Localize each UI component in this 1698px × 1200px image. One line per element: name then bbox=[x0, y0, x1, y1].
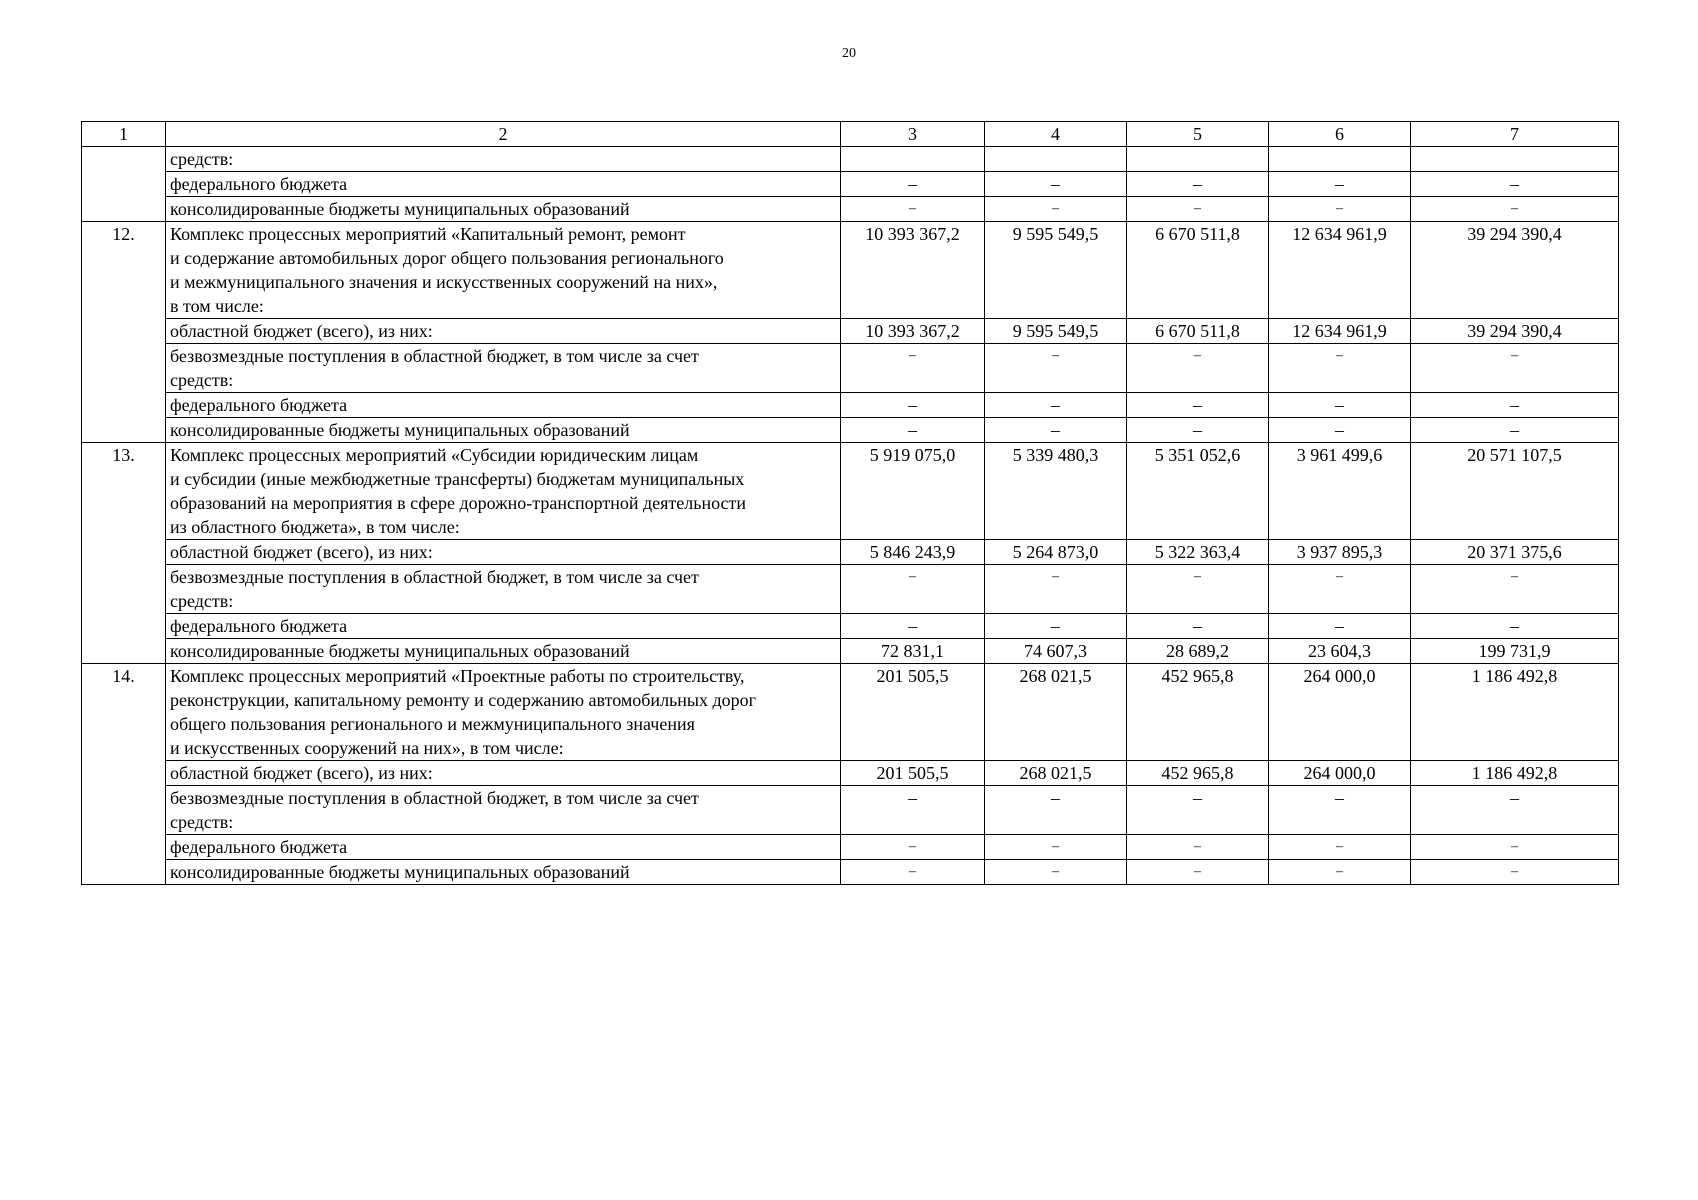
value-cell-col3: 10 393 367,2 bbox=[841, 319, 985, 344]
value-cell-col3: – bbox=[841, 860, 985, 885]
table-row bbox=[82, 443, 1619, 540]
value-cell-col7: – bbox=[1411, 197, 1619, 222]
value-cell-col7: 39 294 390,4 bbox=[1411, 222, 1619, 319]
table-row bbox=[82, 344, 1619, 393]
value-cell-col5: – bbox=[1127, 344, 1269, 393]
value-cell-col6: – bbox=[1269, 786, 1411, 835]
description-line: Комплекс процессных мероприятий «Капитальный ремонт, ремонт bbox=[170, 224, 686, 244]
value-cell-col3: – bbox=[841, 393, 985, 418]
description-cell bbox=[166, 443, 841, 540]
value-cell-col5 bbox=[1127, 147, 1269, 172]
value-cell-col6: – bbox=[1269, 614, 1411, 639]
description-line: консолидированные бюджеты муниципальных образований bbox=[170, 420, 630, 440]
description-line: и искусственных сооружений на них», в том числе: bbox=[170, 738, 564, 758]
header-cell-3: 3 bbox=[841, 122, 985, 147]
value-cell-col7: – bbox=[1411, 786, 1619, 835]
value-cell-col4: 9 595 549,5 bbox=[985, 319, 1127, 344]
description-line: федерального бюджета bbox=[170, 174, 348, 194]
row-number-cell: 12. bbox=[82, 222, 166, 443]
description-cell bbox=[166, 172, 841, 197]
description-line: федерального бюджета bbox=[170, 837, 348, 857]
description-line: консолидированные бюджеты муниципальных образований bbox=[170, 641, 630, 661]
value-cell-col6: – bbox=[1269, 565, 1411, 614]
page-number: 20 bbox=[842, 46, 856, 61]
value-cell-col6: 23 604,3 bbox=[1269, 639, 1411, 664]
value-cell-col5: 5 322 363,4 bbox=[1127, 540, 1269, 565]
value-cell-col4: 5 339 480,3 bbox=[985, 443, 1127, 540]
value-cell-col4: – bbox=[985, 418, 1127, 443]
description-line: средств: bbox=[170, 149, 234, 169]
description-cell bbox=[166, 860, 841, 885]
value-cell-col3: – bbox=[841, 835, 985, 860]
value-cell-col5: – bbox=[1127, 197, 1269, 222]
value-cell-col5: – bbox=[1127, 835, 1269, 860]
value-cell-col6: – bbox=[1269, 344, 1411, 393]
description-cell bbox=[166, 344, 841, 393]
value-cell-col7: 20 371 375,6 bbox=[1411, 540, 1619, 565]
value-cell-col3: – bbox=[841, 786, 985, 835]
value-cell-col4: – bbox=[985, 197, 1127, 222]
description-line: федерального бюджета bbox=[170, 616, 348, 636]
budget-table bbox=[81, 121, 1619, 885]
value-cell-col4: – bbox=[985, 835, 1127, 860]
description-line: областной бюджет (всего), из них: bbox=[170, 763, 433, 783]
description-cell bbox=[166, 786, 841, 835]
value-cell-col4: – bbox=[985, 786, 1127, 835]
value-cell-col4: 268 021,5 bbox=[985, 761, 1127, 786]
table-row bbox=[82, 786, 1619, 835]
description-cell bbox=[166, 222, 841, 319]
description-cell bbox=[166, 565, 841, 614]
value-cell-col6: 12 634 961,9 bbox=[1269, 222, 1411, 319]
value-cell-col6: – bbox=[1269, 835, 1411, 860]
value-cell-col5: 6 670 511,8 bbox=[1127, 319, 1269, 344]
value-cell-col7 bbox=[1411, 147, 1619, 172]
value-cell-col7: 39 294 390,4 bbox=[1411, 319, 1619, 344]
description-cell bbox=[166, 393, 841, 418]
value-cell-col6: – bbox=[1269, 197, 1411, 222]
value-cell-col3: – bbox=[841, 418, 985, 443]
value-cell-col3: – bbox=[841, 614, 985, 639]
description-cell bbox=[166, 761, 841, 786]
value-cell-col7: 20 571 107,5 bbox=[1411, 443, 1619, 540]
description-line: областной бюджет (всего), из них: bbox=[170, 321, 433, 341]
value-cell-col6: 264 000,0 bbox=[1269, 761, 1411, 786]
value-cell-col7: 199 731,9 bbox=[1411, 639, 1619, 664]
row-number-cell bbox=[82, 147, 166, 222]
table-row bbox=[82, 540, 1619, 565]
description-line: и межмуниципального значения и искусственных сооружений на них», bbox=[170, 272, 718, 292]
description-cell bbox=[166, 147, 841, 172]
value-cell-col5: – bbox=[1127, 786, 1269, 835]
header-cell-7: 7 bbox=[1411, 122, 1619, 147]
description-line: и субсидии (иные межбюджетные трансферты) бюджетам муниципальных bbox=[170, 469, 745, 489]
value-cell-col7: – bbox=[1411, 860, 1619, 885]
description-line: безвозмездные поступления в областной бюджет, в том числе за счет bbox=[170, 346, 699, 366]
description-cell bbox=[166, 197, 841, 222]
value-cell-col4: – bbox=[985, 565, 1127, 614]
value-cell-col4: – bbox=[985, 172, 1127, 197]
table-row bbox=[82, 614, 1619, 639]
value-cell-col3: – bbox=[841, 344, 985, 393]
value-cell-col5: 452 965,8 bbox=[1127, 761, 1269, 786]
description-cell bbox=[166, 319, 841, 344]
value-cell-col5: 452 965,8 bbox=[1127, 664, 1269, 761]
value-cell-col3 bbox=[841, 147, 985, 172]
description-line: областной бюджет (всего), из них: bbox=[170, 542, 433, 562]
table-row bbox=[82, 393, 1619, 418]
table-row bbox=[82, 147, 1619, 172]
table-body bbox=[82, 147, 1619, 885]
value-cell-col7: 1 186 492,8 bbox=[1411, 761, 1619, 786]
value-cell-col7: – bbox=[1411, 835, 1619, 860]
description-line: средств: bbox=[170, 812, 234, 832]
value-cell-col3: 5 919 075,0 bbox=[841, 443, 985, 540]
description-line: безвозмездные поступления в областной бюджет, в том числе за счет bbox=[170, 567, 699, 587]
value-cell-col3: 5 846 243,9 bbox=[841, 540, 985, 565]
description-cell bbox=[166, 835, 841, 860]
value-cell-col5: – bbox=[1127, 565, 1269, 614]
value-cell-col4: – bbox=[985, 393, 1127, 418]
table-row bbox=[82, 418, 1619, 443]
description-line: федерального бюджета bbox=[170, 395, 348, 415]
description-line: средств: bbox=[170, 370, 234, 390]
table-row bbox=[82, 319, 1619, 344]
header-cell-6: 6 bbox=[1269, 122, 1411, 147]
table-row bbox=[82, 835, 1619, 860]
value-cell-col6 bbox=[1269, 147, 1411, 172]
value-cell-col4: 74 607,3 bbox=[985, 639, 1127, 664]
description-line: образований на мероприятия в сфере дорожно-транспортной деятельности bbox=[170, 493, 747, 513]
value-cell-col7: – bbox=[1411, 172, 1619, 197]
description-line: Комплекс процессных мероприятий «Проектные работы по строительству, bbox=[170, 666, 745, 686]
description-cell bbox=[166, 540, 841, 565]
row-number-cell: 13. bbox=[82, 443, 166, 664]
value-cell-col3: 10 393 367,2 bbox=[841, 222, 985, 319]
description-line: безвозмездные поступления в областной бюджет, в том числе за счет bbox=[170, 788, 699, 808]
header-row bbox=[82, 122, 1619, 147]
value-cell-col7: – bbox=[1411, 393, 1619, 418]
value-cell-col7: – bbox=[1411, 344, 1619, 393]
value-cell-col4 bbox=[985, 147, 1127, 172]
description-line: средств: bbox=[170, 591, 234, 611]
value-cell-col6: 12 634 961,9 bbox=[1269, 319, 1411, 344]
value-cell-col4: – bbox=[985, 860, 1127, 885]
value-cell-col6: – bbox=[1269, 393, 1411, 418]
description-cell bbox=[166, 664, 841, 761]
value-cell-col3: 72 831,1 bbox=[841, 639, 985, 664]
value-cell-col4: 5 264 873,0 bbox=[985, 540, 1127, 565]
value-cell-col4: – bbox=[985, 344, 1127, 393]
description-line: Комплекс процессных мероприятий «Субсидии юридическим лицам bbox=[170, 445, 699, 465]
value-cell-col5: 5 351 052,6 bbox=[1127, 443, 1269, 540]
description-line: консолидированные бюджеты муниципальных образований bbox=[170, 199, 630, 219]
value-cell-col6: 3 961 499,6 bbox=[1269, 443, 1411, 540]
description-line: и содержание автомобильных дорог общего пользования регионального bbox=[170, 248, 724, 268]
value-cell-col4: 9 595 549,5 bbox=[985, 222, 1127, 319]
description-cell bbox=[166, 614, 841, 639]
value-cell-col7: – bbox=[1411, 565, 1619, 614]
table-row bbox=[82, 860, 1619, 885]
table-row bbox=[82, 761, 1619, 786]
value-cell-col6: 264 000,0 bbox=[1269, 664, 1411, 761]
description-line: консолидированные бюджеты муниципальных образований bbox=[170, 862, 630, 882]
description-line: реконструкции, капитальному ремонту и содержанию автомобильных дорог bbox=[170, 690, 757, 710]
value-cell-col4: 268 021,5 bbox=[985, 664, 1127, 761]
value-cell-col5: – bbox=[1127, 418, 1269, 443]
header-cell-1: 1 bbox=[82, 122, 166, 147]
header-cell-2: 2 bbox=[166, 122, 841, 147]
value-cell-col5: – bbox=[1127, 614, 1269, 639]
value-cell-col3: 201 505,5 bbox=[841, 761, 985, 786]
description-cell bbox=[166, 639, 841, 664]
table-row bbox=[82, 639, 1619, 664]
value-cell-col3: 201 505,5 bbox=[841, 664, 985, 761]
description-cell bbox=[166, 418, 841, 443]
description-line: в том числе: bbox=[170, 296, 264, 316]
table-row bbox=[82, 664, 1619, 761]
table-row bbox=[82, 565, 1619, 614]
value-cell-col5: – bbox=[1127, 860, 1269, 885]
value-cell-col3: – bbox=[841, 565, 985, 614]
table-row bbox=[82, 172, 1619, 197]
value-cell-col6: 3 937 895,3 bbox=[1269, 540, 1411, 565]
description-line: общего пользования регионального и межмуниципального значения bbox=[170, 714, 695, 734]
value-cell-col5: – bbox=[1127, 172, 1269, 197]
row-number-cell: 14. bbox=[82, 664, 166, 885]
value-cell-col6: – bbox=[1269, 860, 1411, 885]
header-cell-4: 4 bbox=[985, 122, 1127, 147]
header-cell-5: 5 bbox=[1127, 122, 1269, 147]
value-cell-col5: 6 670 511,8 bbox=[1127, 222, 1269, 319]
value-cell-col6: – bbox=[1269, 418, 1411, 443]
value-cell-col7: – bbox=[1411, 418, 1619, 443]
value-cell-col5: – bbox=[1127, 393, 1269, 418]
table-row bbox=[82, 197, 1619, 222]
value-cell-col3: – bbox=[841, 197, 985, 222]
value-cell-col7: – bbox=[1411, 614, 1619, 639]
table-header bbox=[82, 122, 1619, 147]
description-line: из областного бюджета», в том числе: bbox=[170, 517, 460, 537]
value-cell-col6: – bbox=[1269, 172, 1411, 197]
value-cell-col7: 1 186 492,8 bbox=[1411, 664, 1619, 761]
value-cell-col5: 28 689,2 bbox=[1127, 639, 1269, 664]
value-cell-col3: – bbox=[841, 172, 985, 197]
value-cell-col4: – bbox=[985, 614, 1127, 639]
table-row bbox=[82, 222, 1619, 319]
